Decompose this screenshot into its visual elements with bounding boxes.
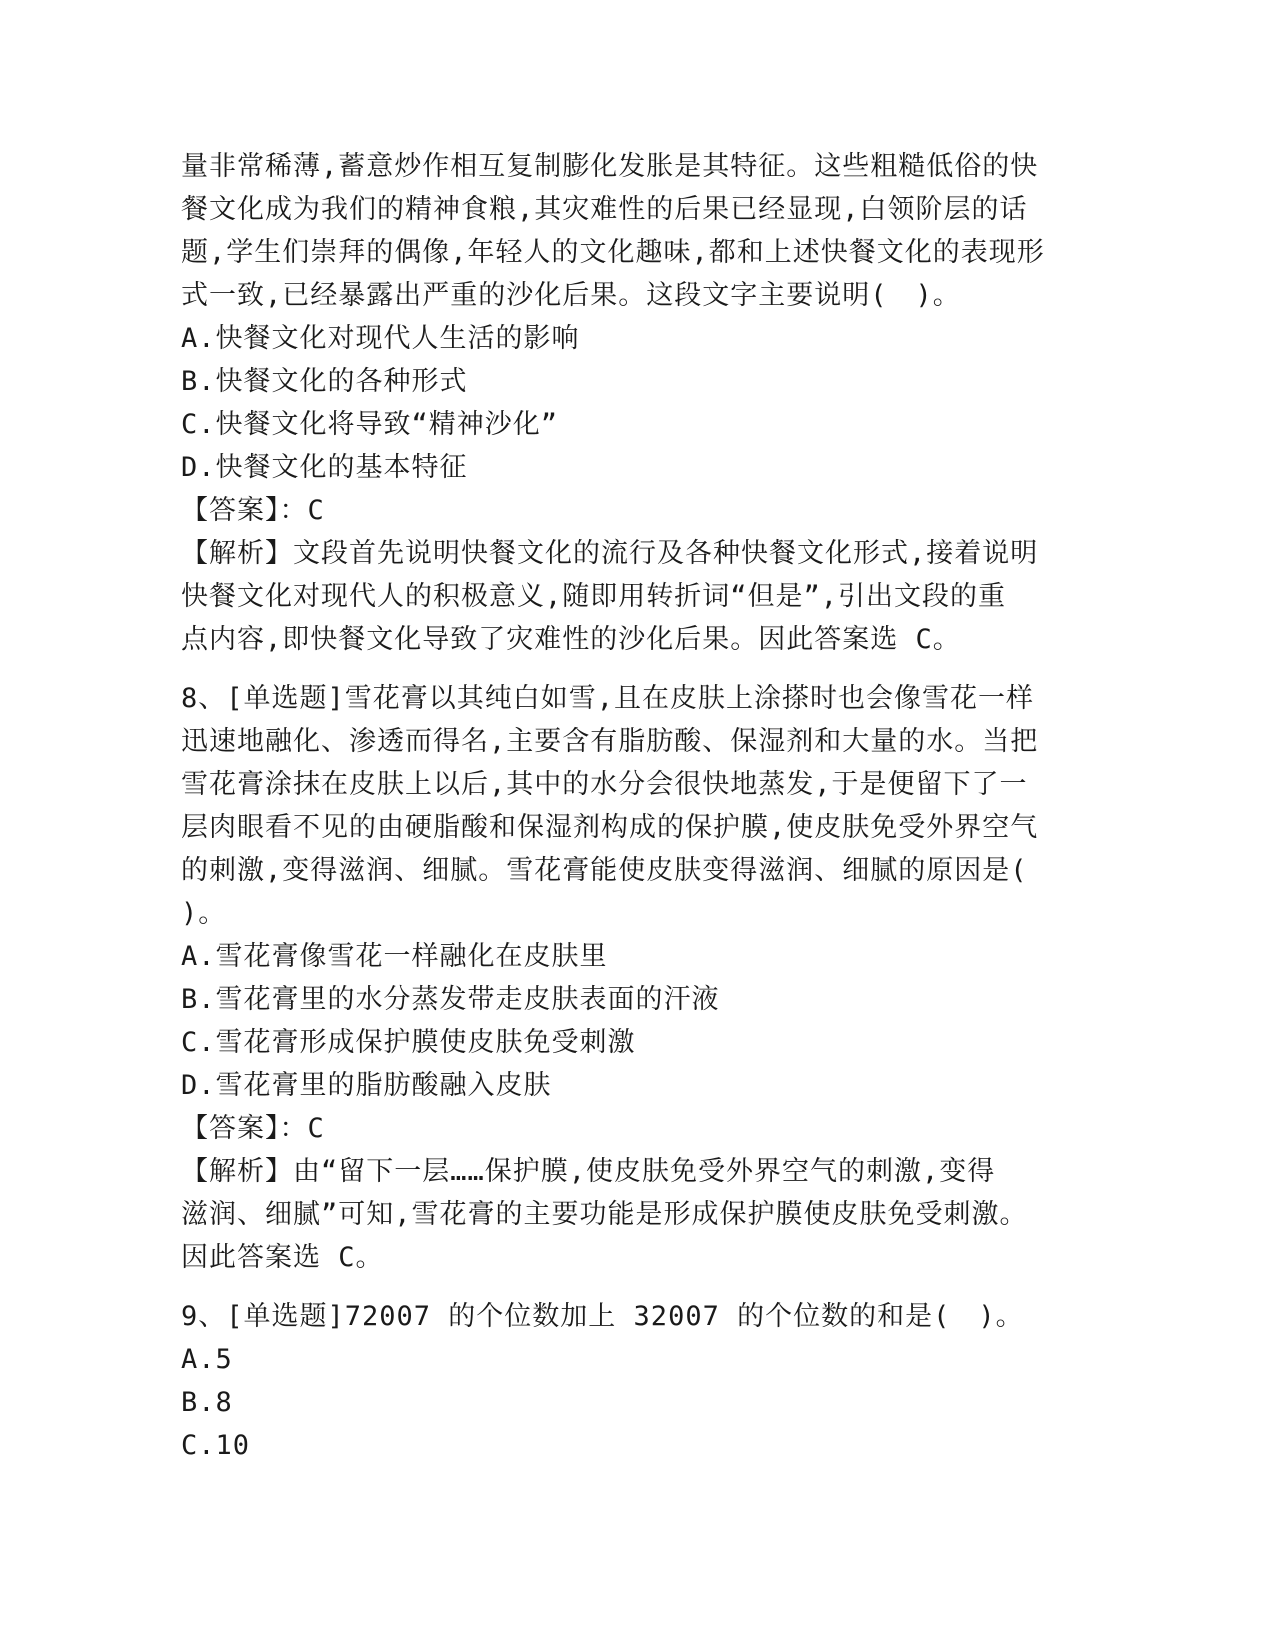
option-c: C.快餐文化将导致“精神沙化” xyxy=(181,409,559,440)
question-stem-line: 量非常稀薄,蓄意炒作相互复制膨化发胀是其特征。这些粗糙低俗的快 xyxy=(181,151,1039,182)
answer-line xyxy=(181,1107,1061,1150)
option-d: D.雪花膏里的脂肪酸融入皮肤 xyxy=(181,1070,552,1101)
answer-label: 【答案】 xyxy=(181,1113,280,1144)
analysis-line xyxy=(181,1150,1061,1193)
analysis-line: 滋润、细腻”可知,雪花膏的主要功能是形成保护膜使皮肤免受刺激。 xyxy=(181,1199,1028,1230)
question-stem-line: 9、[单选题]72007 的个位数加上 32007 的个位数的和是( )。 xyxy=(181,1301,1024,1332)
question-7 xyxy=(181,145,1061,661)
analysis-line xyxy=(181,532,1061,575)
question-stem-line: 迅速地融化、渗透而得名,主要含有脂肪酸、保湿剂和大量的水。当把 xyxy=(181,726,1039,757)
question-stem-line: 题,学生们崇拜的偶像,年轻人的文化趣味,都和上述快餐文化的表现形 xyxy=(181,237,1045,268)
option-b: B.雪花膏里的水分蒸发带走皮肤表面的汗液 xyxy=(181,984,720,1015)
option-a: A.雪花膏像雪花一样融化在皮肤里 xyxy=(181,941,608,972)
question-stem-line: 的刺激,变得滋润、细腻。雪花膏能使皮肤变得滋润、细腻的原因是( xyxy=(181,855,1028,886)
analysis-line: 点内容,即快餐文化导致了灾难性的沙化后果。因此答案选 C。 xyxy=(181,624,961,655)
answer-label: 【答案】 xyxy=(181,495,280,526)
option-d: D.快餐文化的基本特征 xyxy=(181,452,468,483)
question-stem-line: 层肉眼看不见的由硬脂酸和保湿剂构成的保护膜,使皮肤免受外界空气 xyxy=(181,812,1039,843)
question-stem-line: 餐文化成为我们的精神食粮,其灾难性的后果已经显现,白领阶层的话 xyxy=(181,194,1028,225)
document-page xyxy=(181,145,1061,1483)
analysis-label: 【解析】 xyxy=(181,1156,293,1187)
option-c: C.雪花膏形成保护膜使皮肤免受刺激 xyxy=(181,1027,636,1058)
option-a: A.5 xyxy=(181,1344,233,1375)
question-8 xyxy=(181,677,1061,1279)
analysis-line: 快餐文化对现代人的积极意义,随即用转折词“但是”,引出文段的重 xyxy=(181,581,1007,612)
analysis-text: 文段首先说明快餐文化的流行及各种快餐文化形式,接着说明 xyxy=(293,538,1039,569)
question-stem-line: )。 xyxy=(181,898,227,929)
option-b: B.快餐文化的各种形式 xyxy=(181,366,468,397)
question-stem-line: 雪花膏涂抹在皮肤上以后,其中的水分会很快地蒸发,于是便留下了一 xyxy=(181,769,1028,800)
option-a: A.快餐文化对现代人生活的影响 xyxy=(181,323,580,354)
analysis-text: 由“留下一层……保护膜,使皮肤免受外界空气的刺激,变得 xyxy=(293,1156,996,1187)
option-b: B.8 xyxy=(181,1387,233,1418)
answer-value: ：C xyxy=(279,1113,325,1144)
analysis-label: 【解析】 xyxy=(181,538,293,569)
question-9 xyxy=(181,1295,1061,1467)
analysis-line: 因此答案选 C。 xyxy=(181,1242,384,1273)
option-c: C.10 xyxy=(181,1430,251,1461)
answer-value: ：C xyxy=(279,495,325,526)
answer-line xyxy=(181,489,1061,532)
question-stem-line: 式一致,已经暴露出严重的沙化后果。这段文字主要说明( )。 xyxy=(181,280,961,311)
question-stem-line: 8、[单选题]雪花膏以其纯白如雪,且在皮肤上涂搽时也会像雪花一样 xyxy=(181,683,1035,714)
